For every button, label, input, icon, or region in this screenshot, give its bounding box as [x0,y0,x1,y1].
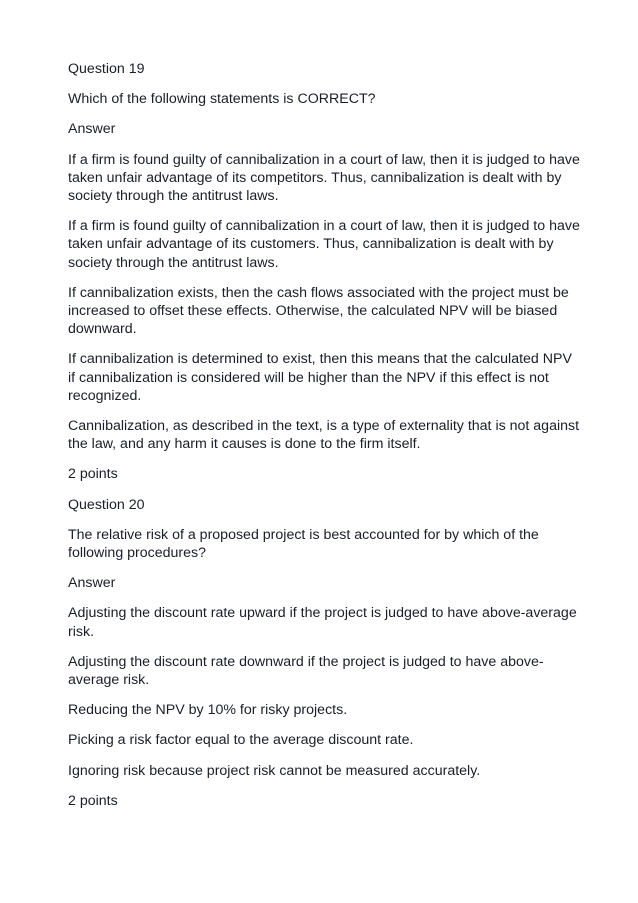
question-19-option-3 [68,284,608,339]
prompt-line: following procedures? [68,545,207,562]
option-line: taken unfair advantage of its customers. Thus, cannibalization is dealt with by [68,236,554,253]
option-line: average risk. [68,672,150,689]
question-19-answer-label: Answer [68,121,116,138]
option-line: Adjusting the discount rate downward if the project is judged to have above- [68,653,544,670]
option-line: increased to offset these effects. Otherwise, the calculated NPV will be biased [68,303,558,320]
option-line: risk. [68,623,95,640]
option-line: Adjusting the discount rate upward if the project is judged to have above-average [68,605,577,622]
question-19-prompt: Which of the following statements is CORRECT? [68,91,376,108]
option-line: if cannibalization is considered will be higher than the NPV if this effect is not [68,369,549,386]
question-20-prompt [68,526,608,562]
option-line: recognized. [68,387,142,404]
prompt-line: The relative risk of a proposed project is best accounted for by which of the [68,526,539,543]
question-19-option-4 [68,350,608,405]
option-line: taken unfair advantage of its competitors. Thus, cannibalization is dealt with by [68,169,562,186]
question-19-option-5 [68,417,608,453]
question-20-option-5 [68,762,608,780]
option-line: If cannibalization is determined to exist, then this means that the calculated NPV [68,351,572,368]
option-line: downward. [68,321,137,338]
question-19-option-2 [68,217,608,272]
question-20-option-4 [68,731,608,749]
option-line: If cannibalization exists, then the cash flows associated with the project must be [68,284,569,301]
question-19-points: 2 points [68,466,118,483]
option-line: If a firm is found guilty of cannibalization in a court of law, then it is judged to have [68,151,580,168]
question-20-points: 2 points [68,792,118,809]
question-20-answer-label: Answer [68,575,116,592]
option-line: Ignoring risk because project risk cannot be measured accurately. [68,762,481,779]
question-19-label: Question 19 [68,61,145,77]
option-line: the law, and any harm it causes is done to the firm itself. [68,436,421,453]
question-20-label: Question 20 [68,496,145,513]
option-line: Cannibalization, as described in the text, is a type of externality that is not against [68,418,580,435]
option-line: Reducing the NPV by 10% for risky projects. [68,702,348,719]
question-20-option-3 [68,701,608,719]
option-line: If a firm is found guilty of cannibalization in a court of law, then it is judged to have [68,218,580,235]
question-20-option-2 [68,653,608,689]
option-line: Picking a risk factor equal to the average discount rate. [68,732,414,749]
question-19-option-1 [68,151,608,206]
question-20-option-1 [68,604,608,640]
option-line: society through the antitrust laws. [68,188,279,205]
document-page [68,60,608,822]
option-line: society through the antitrust laws. [68,254,279,271]
